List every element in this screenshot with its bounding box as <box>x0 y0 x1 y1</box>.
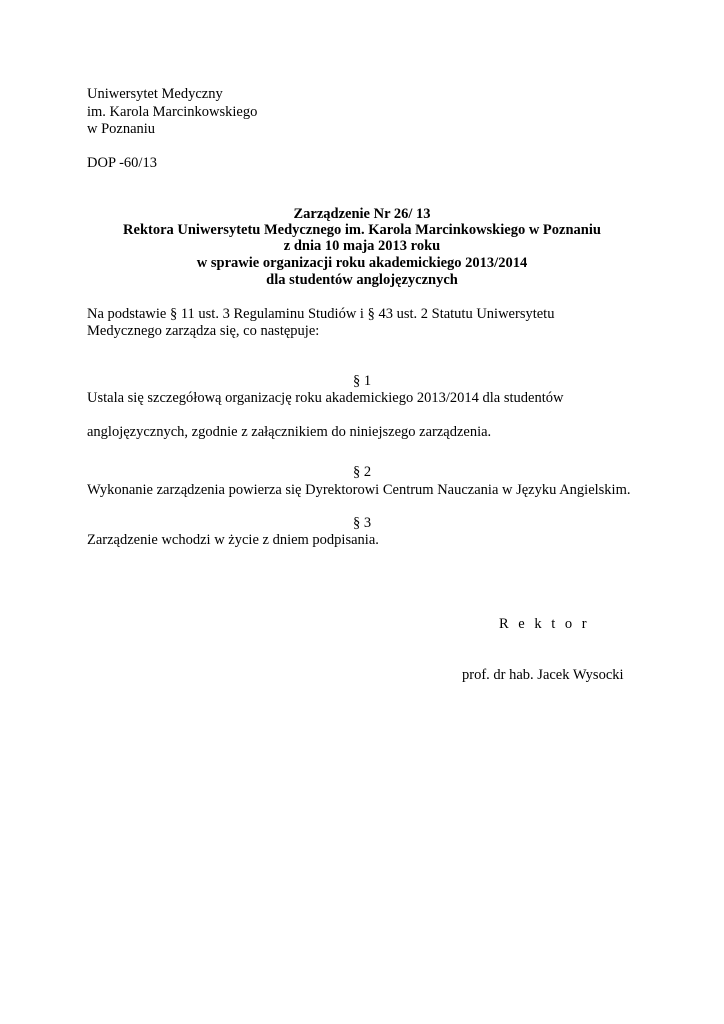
section-1-heading: § 1 <box>352 373 372 389</box>
title-line-3: z dnia 10 maja 2013 roku <box>283 238 441 254</box>
institution-line-3: w Poznaniu <box>87 121 156 137</box>
section-1-line-1: Ustala się szczegółową organizację roku akademickiego 2013/2014 dla studentów <box>87 390 564 406</box>
preamble-line-1: Na podstawie § 11 ust. 3 Regulaminu Studiów i § 43 ust. 2 Statutu Uniwersytetu <box>87 306 555 322</box>
title-line-1: Zarządzenie Nr 26/ 13 <box>293 206 431 222</box>
title-line-4: w sprawie organizacji roku akademickiego 2013/2014 <box>196 255 528 271</box>
section-2-line-1: Wykonanie zarządzenia powierza się Dyrektorowi Centrum Nauczania w Języku Angielskim. <box>87 482 631 498</box>
preamble-line-2: Medycznego zarządza się, co następuje: <box>87 323 320 339</box>
title-line-2: Rektora Uniwersytetu Medycznego im. Karola Marcinkowskiego w Poznaniu <box>123 222 601 238</box>
institution-line-1: Uniwersytet Medyczny <box>87 86 223 102</box>
section-2-heading: § 2 <box>352 464 372 480</box>
signature-name: prof. dr hab. Jacek Wysocki <box>462 667 624 683</box>
reference-number: DOP -60/13 <box>87 155 157 171</box>
signature-role: R e k t o r <box>499 616 590 632</box>
section-1-line-2: anglojęzycznych, zgodnie z załącznikiem do niniejszego zarządzenia. <box>87 424 492 440</box>
title-line-5: dla studentów anglojęzycznych <box>266 272 458 288</box>
section-3-line-1: Zarządzenie wchodzi w życie z dniem podpisania. <box>87 532 379 548</box>
institution-line-2: im. Karola Marcinkowskiego <box>87 104 258 120</box>
section-3-heading: § 3 <box>352 515 372 531</box>
